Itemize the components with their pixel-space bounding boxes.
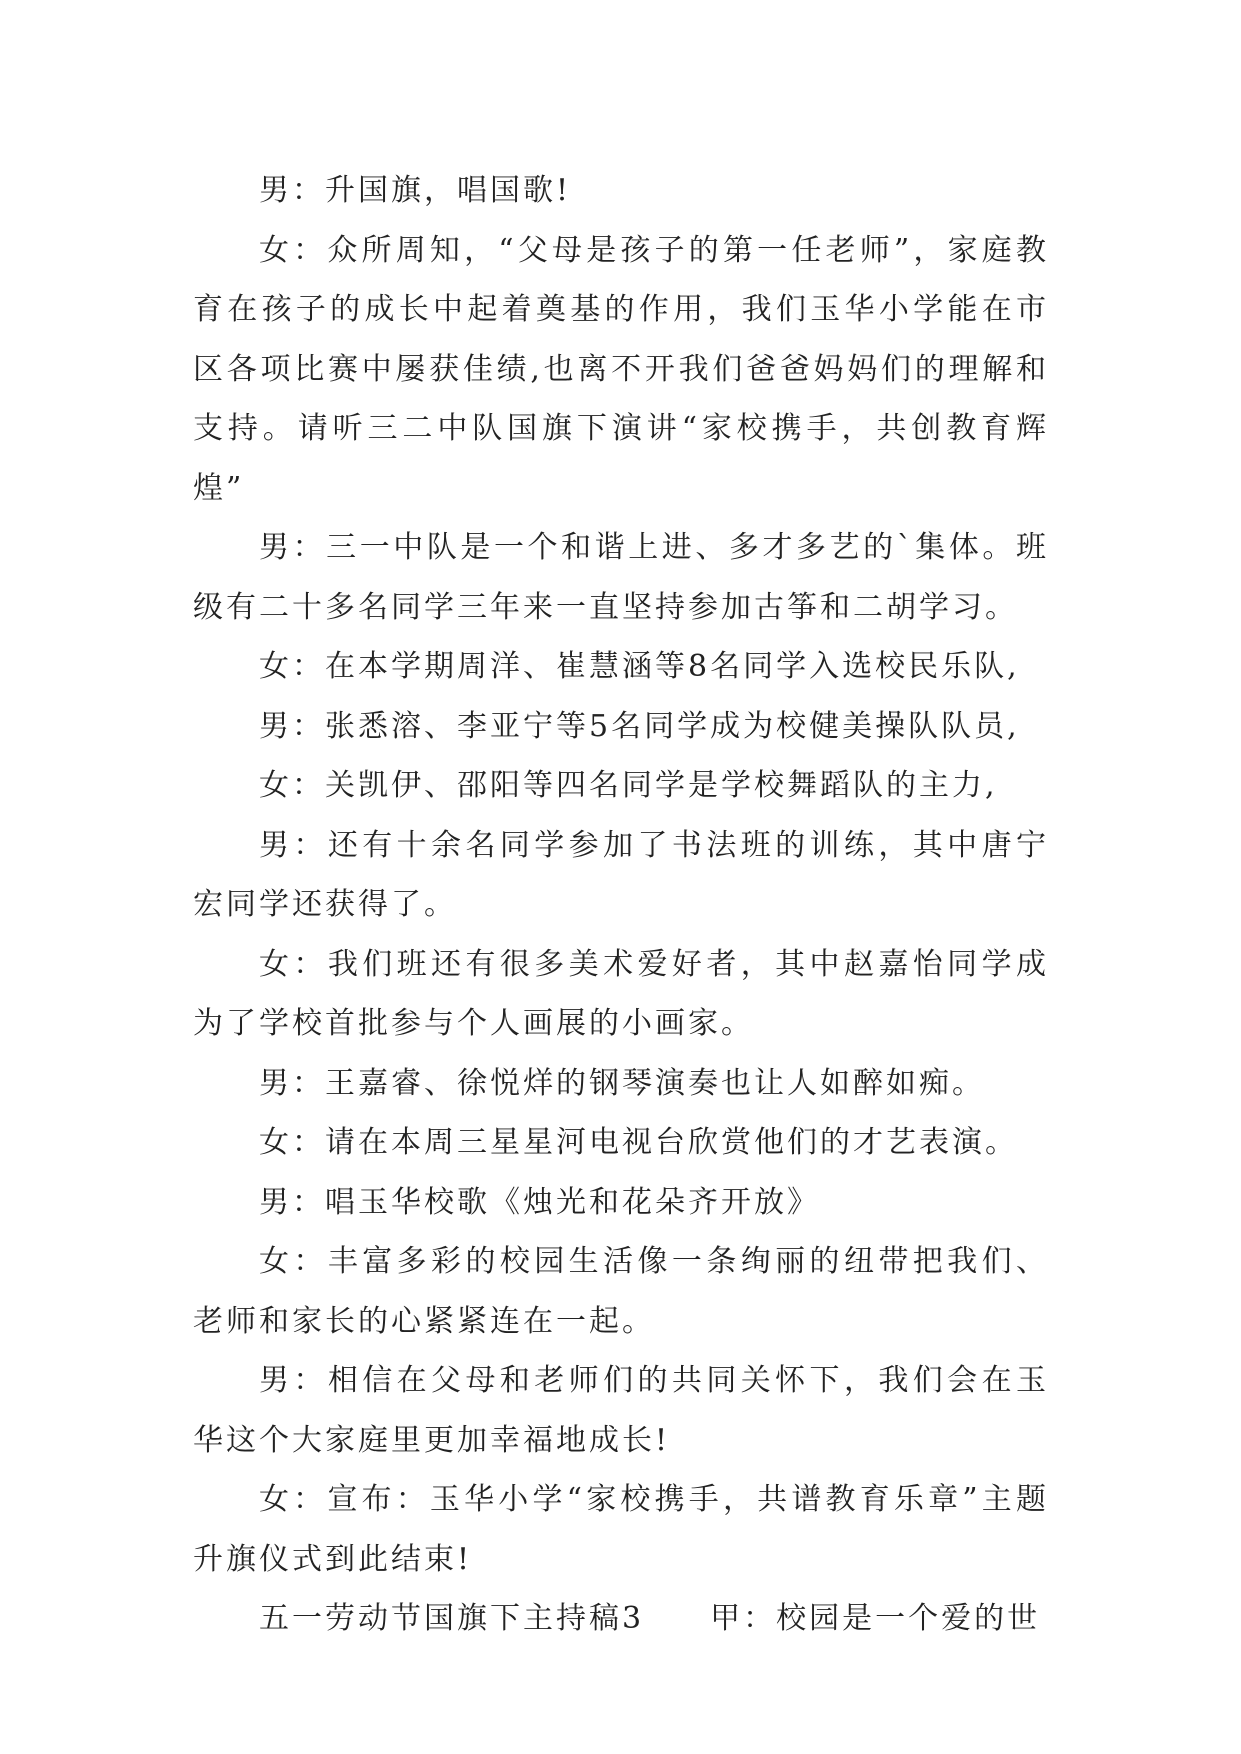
- paragraph: 男：三一中队是一个和谐上进、多才多艺的`集体。班级有二十多名同学三年来一直坚持参加古筝和二胡学习。: [193, 530, 1049, 625]
- paragraph: 男：王嘉睿、徐悦烊的钢琴演奏也让人如醉如痴。: [259, 1065, 985, 1101]
- paragraph: 男：相信在父母和老师们的共同关怀下，我们会在玉华这个大家庭里更加幸福地成长!: [193, 1363, 1049, 1458]
- paragraph: 女：在本学期周洋、崔慧涵等8名同学入选校民乐队,: [259, 649, 1020, 684]
- paragraph: 女：众所周知，“父母是孩子的第一任老师”，家庭教育在孩子的成长中起着奠基的作用，我们玉华小学能在市区各项比赛中屡获佳绩,也离不开我们爸爸妈妈们的理解和支持。请听三二中队国旗下演讲“家校携手，共创教育辉煌”: [193, 232, 1049, 506]
- paragraph: 男：张悉溶、李亚宁等5名同学成为校健美操队队员,: [259, 708, 1020, 744]
- paragraph: 女：宣布：玉华小学“家校携手，共谱教育乐章”主题升旗仪式到此结束!: [193, 1482, 1049, 1577]
- paragraph: 男：唱玉华校歌《烛光和花朵齐开放》: [259, 1184, 820, 1220]
- paragraph: 女：丰富多彩的校园生活像一条绚丽的纽带把我们、老师和家长的心紧紧连在一起。: [193, 1244, 1049, 1339]
- document-body: [193, 161, 1049, 1649]
- paragraph: 女：关凯伊、邵阳等四名同学是学校舞蹈队的主力,: [259, 768, 998, 803]
- paragraph: 五一劳动节国旗下主持稿3 甲：校园是一个爱的世: [259, 1601, 1041, 1636]
- paragraph: 女：我们班还有很多美术爱好者，其中赵嘉怡同学成为了学校首批参与个人画展的小画家。: [193, 946, 1049, 1041]
- paragraph: 男：升国旗，唱国歌!: [259, 173, 572, 208]
- paragraph: 男：还有十余名同学参加了书法班的训练，其中唐宁宏同学还获得了。: [193, 827, 1049, 922]
- paragraph: 女：请在本周三星星河电视台欣赏他们的才艺表演。: [259, 1125, 1018, 1160]
